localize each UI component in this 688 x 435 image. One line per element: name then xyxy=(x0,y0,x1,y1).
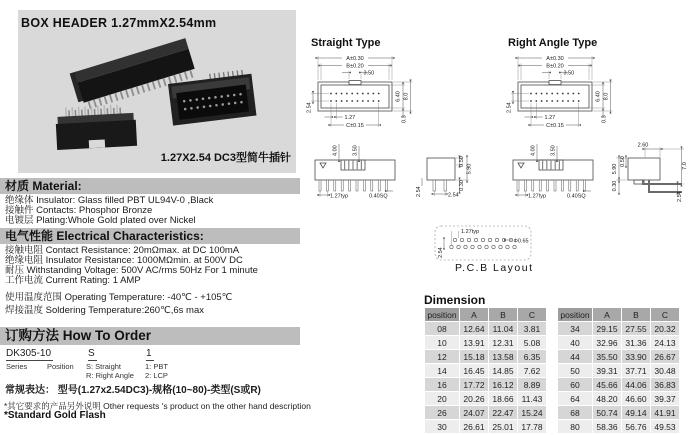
page-title: BOX HEADER 1.27mmX2.54mm xyxy=(21,16,217,30)
pcb-hole xyxy=(457,245,460,248)
table-header-row xyxy=(558,308,679,321)
pin-dot xyxy=(373,93,375,95)
temperature-line: 焊接温度 Soldering Temperature:260℃,6s max xyxy=(5,305,204,316)
pcb-hole xyxy=(513,245,516,248)
table-row xyxy=(425,364,546,377)
table-cell: 31.36 xyxy=(622,336,650,349)
pin-dot xyxy=(378,93,380,95)
right-angle-type-drawing xyxy=(507,37,688,202)
key-slot xyxy=(344,160,345,170)
dim-a: A±0.30 xyxy=(546,55,564,62)
table-cell: 26.61 xyxy=(460,420,488,433)
dim-c: C±0.15 xyxy=(346,122,364,129)
pin-dot xyxy=(551,93,553,95)
table-cell: 20 xyxy=(425,392,459,405)
pin-dot xyxy=(546,93,548,95)
table-cell: 3.81 xyxy=(518,322,546,335)
photo-pin xyxy=(91,106,93,116)
table-cell: 80 xyxy=(558,420,592,433)
pin-dot xyxy=(578,100,580,102)
table-cell: 29.15 xyxy=(593,322,621,335)
table-row xyxy=(425,336,546,349)
dim-row: 2.54 xyxy=(416,186,422,197)
pin xyxy=(444,180,447,191)
table-cell: 45.66 xyxy=(593,378,621,391)
dim-notch: 3.50 xyxy=(363,70,375,77)
photo-pin xyxy=(157,80,161,88)
key-slot xyxy=(348,160,349,170)
table-cell: 33.90 xyxy=(622,350,650,363)
photo-pin xyxy=(109,94,113,102)
pin-dot xyxy=(562,100,564,102)
table-cell: 8.89 xyxy=(518,378,546,391)
dim-wall: 0.3 xyxy=(601,115,608,123)
photo-pin xyxy=(179,73,183,81)
table-cell: 44 xyxy=(558,350,592,363)
pcb-hole xyxy=(488,238,491,241)
table-row xyxy=(558,336,679,349)
order-series-label: Series xyxy=(6,362,28,371)
straight-side-view xyxy=(416,156,472,198)
photo-caption: 1.27X2.54 DC3型简牛插针 xyxy=(160,152,291,164)
pcb-hole xyxy=(502,238,505,241)
pcb-hole xyxy=(474,238,477,241)
pin-dot xyxy=(351,93,353,95)
table-cell: 5.08 xyxy=(518,336,546,349)
dim-h: 5.90 xyxy=(466,163,473,175)
pcb-hole xyxy=(478,245,481,248)
dim-inner-height: 6.40 xyxy=(395,91,402,102)
electrical-line: 接触电阻 Contact Resistance: 20mΩmax. at DC 100mA xyxy=(5,245,240,256)
order-material-option: 2: LCP xyxy=(145,371,168,380)
dim-pitch: 2.54 xyxy=(448,192,459,199)
table-row xyxy=(558,378,679,391)
pin-dot xyxy=(330,100,332,102)
table-cell: 30.48 xyxy=(651,364,679,377)
photo-pin xyxy=(114,93,118,101)
pcb-hole xyxy=(467,238,470,241)
dim-pin-sq: 0.40SQ xyxy=(567,193,586,200)
table-cell: 12 xyxy=(425,350,459,363)
dim-b: B±0.20 xyxy=(546,63,564,70)
pin-dot xyxy=(541,93,543,95)
dim-t: 0.50 xyxy=(458,156,465,167)
dim-pitch-typ: 1.27typ xyxy=(528,193,547,200)
photo-pin xyxy=(97,106,99,116)
dim-row-pitch: 2.54 xyxy=(306,102,313,113)
table-cell: 39.31 xyxy=(593,364,621,377)
pin-dot xyxy=(341,93,343,95)
photo-pin xyxy=(98,98,102,106)
table-cell: 39.37 xyxy=(651,392,679,405)
pin xyxy=(326,180,328,191)
pin xyxy=(524,180,526,191)
table-cell: 35.50 xyxy=(593,350,621,363)
dim-pin-sq: 0.40SQ xyxy=(369,193,388,200)
pin xyxy=(576,180,578,191)
dim-pitch-typ: 1.27typ xyxy=(330,193,349,200)
table-cell: 46.60 xyxy=(622,392,650,405)
table-cell: 56.76 xyxy=(622,420,650,433)
pcb-hole xyxy=(450,245,453,248)
dim-b: B±0.20 xyxy=(346,63,364,70)
table-header-row xyxy=(425,308,546,321)
dimension-table-left xyxy=(424,307,547,434)
order-type-code: S xyxy=(88,348,95,359)
pin xyxy=(378,180,380,191)
dim-w: 2.60 xyxy=(637,142,649,149)
order-note: *其它要求的产品另外说明 Other requests 's product on the other hand description xyxy=(4,401,311,411)
pin-dot xyxy=(346,93,348,95)
pcb-layout xyxy=(435,226,534,274)
table-cell: 50.74 xyxy=(593,406,621,419)
table-cell: 34 xyxy=(558,322,592,335)
straight-top-view xyxy=(307,55,413,129)
table-cell: 37.71 xyxy=(622,364,650,377)
pin xyxy=(386,180,388,191)
table-cell: 32.96 xyxy=(593,336,621,349)
pin-dot xyxy=(378,100,380,102)
dim-pcb-row: 2.54 xyxy=(438,247,444,258)
electrical-line: 工作电流 Current Rating: 1 AMP xyxy=(5,275,141,286)
electrical-line: 绝缘电阻 Insulator Resistance: 1000MΩmin. at 500V DC xyxy=(5,255,243,266)
material-line: 绝缘体 Insulator: Glass filled PBT UL94V-0 ,Black xyxy=(5,195,214,206)
table-row xyxy=(425,392,546,405)
photo-pin xyxy=(65,107,67,117)
product-photo xyxy=(18,10,296,173)
pcb-layout-label: P.C.B Layout xyxy=(455,262,534,274)
dim-outer-height: 8.0 xyxy=(603,92,610,101)
table-cell: 22.47 xyxy=(489,406,517,419)
dim-pitch: 2.54 xyxy=(677,191,684,202)
table-cell: 08 xyxy=(425,322,459,335)
dim-h: 5.90 xyxy=(611,163,618,175)
table-cell: 25.01 xyxy=(489,420,517,433)
pcb-hole xyxy=(495,238,498,241)
pin xyxy=(561,180,563,191)
bent-pin xyxy=(649,180,682,192)
table-row xyxy=(425,322,546,335)
table-cell: 12.64 xyxy=(460,322,488,335)
table-cell: 11.43 xyxy=(518,392,546,405)
dim-outer-height: 8.0 xyxy=(403,92,410,101)
table-cell: 18.66 xyxy=(489,392,517,405)
dim-pin-pitch: 1.27 xyxy=(544,115,556,121)
table-row xyxy=(558,392,679,405)
photo-pin xyxy=(120,91,124,99)
temperature-line: 使用温度范围 Operating Temperature: -40℃ - +105℃ xyxy=(5,292,233,303)
table-cell: 26 xyxy=(425,406,459,419)
photo-pin xyxy=(173,75,177,83)
table-cell: 24.07 xyxy=(460,406,488,419)
table-cell: 16.12 xyxy=(489,378,517,391)
key-slot xyxy=(546,160,547,170)
table-cell: 24.13 xyxy=(651,336,679,349)
table-row xyxy=(558,350,679,363)
pin-dot xyxy=(335,100,337,102)
pcb-hole xyxy=(460,238,463,241)
pin-dot xyxy=(557,100,559,102)
dim-c: C±0.15 xyxy=(546,122,564,129)
dim-tail: 0.30 xyxy=(611,180,618,192)
table-cell: 15.24 xyxy=(518,406,546,419)
dim-row-pitch: 2.54 xyxy=(506,102,513,113)
col-header-b: B xyxy=(622,308,650,321)
col-header-c: C xyxy=(651,308,679,321)
photo-pin xyxy=(110,105,112,115)
connector-photo-left xyxy=(55,104,137,150)
pin xyxy=(334,180,336,191)
dim-d1: 4.00 xyxy=(530,145,537,156)
table-cell: 68 xyxy=(558,406,592,419)
table-cell: 16.45 xyxy=(460,364,488,377)
photo-pin xyxy=(125,90,129,98)
key-slot xyxy=(361,160,362,170)
pin-dot xyxy=(546,100,548,102)
photo-pin xyxy=(152,81,156,89)
table-row xyxy=(425,420,546,433)
order-series-code: DK305-10 xyxy=(6,348,52,359)
table-row xyxy=(425,406,546,419)
col-header-c: C xyxy=(518,308,546,321)
dim-a: A±0.30 xyxy=(346,55,364,62)
key-slot xyxy=(352,160,353,170)
photo-pin xyxy=(104,96,108,104)
col-header-a: A xyxy=(593,308,621,321)
key-slot xyxy=(542,160,543,170)
order-formula: 常规表达： 型号(1.27x2.54DC3)-规格(10~80)-类型(S或R) xyxy=(5,385,261,396)
photo-pin xyxy=(136,86,140,94)
table-cell: 36.83 xyxy=(651,378,679,391)
col-header-position: position xyxy=(425,308,459,321)
photo-pin xyxy=(184,72,188,80)
material-line: 接触件 Contacts: Phosphor Bronze xyxy=(5,205,153,216)
table-cell: 6.35 xyxy=(518,350,546,363)
pin-dot xyxy=(330,93,332,95)
key-slot xyxy=(555,160,556,170)
dim-t: 0.50 xyxy=(620,156,627,167)
col-header-a: A xyxy=(460,308,488,321)
pcb-hole xyxy=(481,238,484,241)
dim-len: 7.0 xyxy=(681,162,688,170)
dim-d1: 4.00 xyxy=(332,145,339,156)
pin-dot xyxy=(541,100,543,102)
table-row xyxy=(425,350,546,363)
pin xyxy=(433,180,436,191)
dim-wall: 0.3 xyxy=(401,115,408,123)
pin xyxy=(532,180,534,191)
pcb-hole xyxy=(471,245,474,248)
dim-d2: 3.50 xyxy=(550,145,557,156)
table-cell: 14 xyxy=(425,364,459,377)
straight-type-drawing xyxy=(307,37,473,200)
pin xyxy=(349,180,351,191)
table-cell: 30 xyxy=(425,420,459,433)
electrical-line: 耐压 Withstanding Voltage: 500V AC/rms 50Hz For 1 minute xyxy=(5,265,258,276)
table-cell: 49.14 xyxy=(622,406,650,419)
pin-dot xyxy=(341,100,343,102)
order-material-code: 1 xyxy=(146,348,152,359)
pin-dot xyxy=(530,93,532,95)
table-cell: 13.91 xyxy=(460,336,488,349)
order-heading: 订购方法 How To Order xyxy=(0,327,300,345)
right-angle-type-title: Right Angle Type xyxy=(508,37,598,49)
dim-pin-pitch: 1.27 xyxy=(344,115,356,121)
table-cell: 60 xyxy=(558,378,592,391)
table-cell: 20.32 xyxy=(651,322,679,335)
pin-dot xyxy=(362,100,364,102)
technical-drawings xyxy=(303,28,688,290)
pin-dot xyxy=(578,93,580,95)
order-material-option: 1: PBT xyxy=(145,362,168,371)
photo-pin xyxy=(116,105,118,115)
photo-pin xyxy=(147,83,151,91)
table-cell: 64 xyxy=(558,392,592,405)
pin xyxy=(584,180,586,191)
pcb-hole xyxy=(485,245,488,248)
material-line: 电镀层 Plating:Whole Gold plated over Nickel xyxy=(5,215,196,226)
table-row xyxy=(425,378,546,391)
table-row xyxy=(558,322,679,335)
pin-dot xyxy=(573,93,575,95)
pin-dot xyxy=(373,100,375,102)
table-cell: 27.55 xyxy=(622,322,650,335)
pin-dot xyxy=(567,100,569,102)
photo-pin xyxy=(163,78,167,86)
pin xyxy=(554,180,556,191)
table-cell: 17.78 xyxy=(518,420,546,433)
dim-d2: 3.50 xyxy=(352,145,359,156)
table-cell: 14.85 xyxy=(489,364,517,377)
pin-dot xyxy=(357,100,359,102)
table-row xyxy=(558,406,679,419)
table-cell: 49.53 xyxy=(651,420,679,433)
dimension-title: Dimension xyxy=(424,293,486,307)
table-cell: 20.26 xyxy=(460,392,488,405)
table-cell: 26.67 xyxy=(651,350,679,363)
key-slot xyxy=(357,160,358,170)
pin xyxy=(371,180,373,191)
table-cell: 7.62 xyxy=(518,364,546,377)
pin-dot xyxy=(573,100,575,102)
dim-tail: 0.30 xyxy=(458,180,465,191)
col-header-b: B xyxy=(489,308,517,321)
pin xyxy=(341,180,343,191)
pcb-hole xyxy=(506,245,509,248)
pin-dot xyxy=(367,93,369,95)
order-position-label: Position xyxy=(47,362,74,371)
pin-dot xyxy=(351,100,353,102)
right-angle-front-view xyxy=(513,144,593,200)
pcb-hole xyxy=(499,245,502,248)
table-cell: 10 xyxy=(425,336,459,349)
photo-pin xyxy=(130,88,134,96)
pin xyxy=(363,180,365,191)
photo-pin xyxy=(71,107,73,117)
dim-pcb-pitch: 1.27typ xyxy=(461,229,480,235)
table-cell: 58.36 xyxy=(593,420,621,433)
pin xyxy=(319,180,321,191)
pin-dot xyxy=(567,93,569,95)
pin-dot xyxy=(551,100,553,102)
right-angle-top-view xyxy=(507,55,613,129)
order-type-option: S: Straight xyxy=(86,362,122,371)
photo-pin xyxy=(84,106,86,116)
photo-pin xyxy=(78,107,80,117)
table-row xyxy=(558,420,679,433)
straight-type-title: Straight Type xyxy=(311,37,381,49)
pin-dot xyxy=(535,93,537,95)
photo-pin xyxy=(93,99,97,107)
pin xyxy=(517,180,519,191)
pin-dot xyxy=(530,100,532,102)
table-cell: 11.04 xyxy=(489,322,517,335)
col-header-position: position xyxy=(558,308,592,321)
pcb-hole xyxy=(453,238,456,241)
table-cell: 16 xyxy=(425,378,459,391)
table-cell: 50 xyxy=(558,364,592,377)
table-cell: 44.06 xyxy=(622,378,650,391)
dim-pcb-hole: Φ0.65 xyxy=(513,238,529,245)
table-cell: 17.72 xyxy=(460,378,488,391)
dim-inner-height: 6.40 xyxy=(595,91,602,102)
pin-dot xyxy=(335,93,337,95)
table-cell: 12.31 xyxy=(489,336,517,349)
order-note: *Standard Gold Flash xyxy=(4,410,106,421)
electrical-heading: 电气性能 Electrical Characteristics: xyxy=(0,228,300,244)
pin-dot xyxy=(535,100,537,102)
table-cell: 13.58 xyxy=(489,350,517,363)
table-cell: 48.20 xyxy=(593,392,621,405)
pin xyxy=(569,180,571,191)
photo-pin xyxy=(189,70,193,78)
pin xyxy=(547,180,549,191)
pin-dot xyxy=(557,93,559,95)
dimension-table-right xyxy=(557,307,680,434)
pin xyxy=(356,180,358,191)
pcb-hole xyxy=(492,245,495,248)
pin-dot xyxy=(362,93,364,95)
pin-dot xyxy=(346,100,348,102)
order-type-option: R: Right Angle xyxy=(86,371,134,380)
photo-pin xyxy=(103,105,105,115)
right-angle-side-view xyxy=(612,143,688,203)
pin-dot xyxy=(562,93,564,95)
straight-front-view xyxy=(315,144,395,200)
table-cell: 40 xyxy=(558,336,592,349)
photo-pin xyxy=(141,85,145,93)
material-heading: 材质 Material: xyxy=(0,178,300,194)
pin-dot xyxy=(357,93,359,95)
table-cell: 41.91 xyxy=(651,406,679,419)
photo-pin xyxy=(168,76,172,84)
table-row xyxy=(558,364,679,377)
pin xyxy=(539,180,541,191)
pin-dot xyxy=(367,100,369,102)
dim-notch: 3.50 xyxy=(563,70,575,77)
key-slot xyxy=(559,160,560,170)
key-slot xyxy=(550,160,551,170)
pcb-hole xyxy=(464,245,467,248)
table-cell: 15.18 xyxy=(460,350,488,363)
